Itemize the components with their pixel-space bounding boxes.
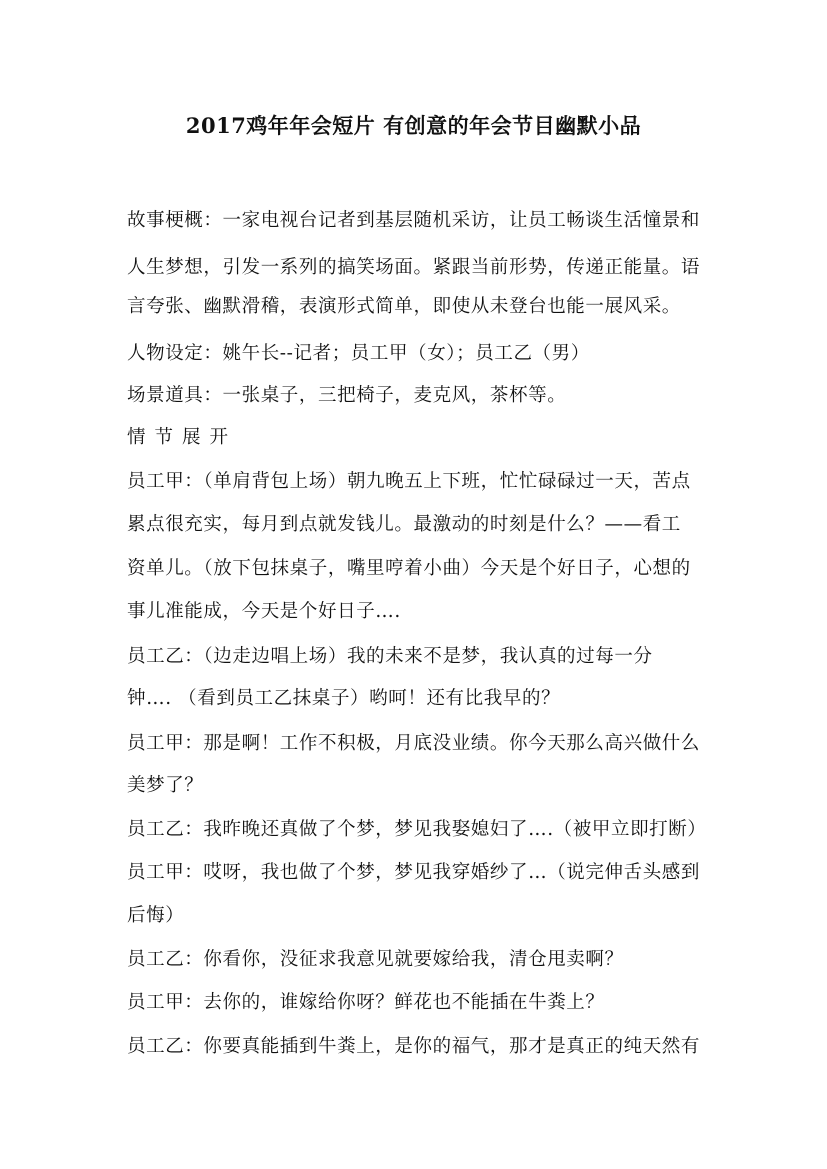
- paragraph-line: 钟…. （看到员工乙抹桌子）哟呵！还有比我早的？: [127, 688, 561, 709]
- paragraph-line: 资单儿。（放下包抹桌子，嘴里哼着小曲）今天是个好日子，心想的: [127, 558, 691, 579]
- document-title: 2017鸡年年会短片 有创意的年会节目幽默小品: [185, 113, 642, 138]
- paragraph-line: 员工乙：（边走边唱上场）我的未来不是梦，我认真的过每一分: [127, 646, 653, 667]
- paragraph-line: 员工甲：那是啊！工作不积极，月底没业绩。你今天那么高兴做什么: [127, 733, 701, 754]
- paragraph-line: 累点很充实，每月到点就发钱儿。最激动的时刻是什么？——看工: [127, 514, 681, 535]
- paragraph-line: 言夸张、幽默滑稽，表演形式简单，即使从未登台也能一展风采。: [127, 296, 681, 317]
- paragraph-line: 美梦了？: [127, 775, 204, 796]
- paragraph-line: 员工乙：你要真能插到牛粪上，是你的福气，那才是真正的纯天然有: [127, 1036, 701, 1057]
- paragraph-line: 场景道具：一张桌子，三把椅子，麦克风，茶杯等。: [127, 385, 567, 406]
- paragraph-line: 员工甲：（单肩背包上场）朝九晚五上下班，忙忙碌碌过一天，苦点: [127, 471, 691, 492]
- paragraph-line: 员工乙：你看你，没征求我意见就要嫁给我，清仓甩卖啊？: [127, 949, 624, 970]
- paragraph-line: 后悔）: [127, 905, 185, 926]
- paragraph-line: 员工甲：去你的，谁嫁给你呀？鲜花也不能插在牛粪上？: [127, 992, 605, 1013]
- paragraph-line: 人物设定：姚午长--记者；员工甲（女）；员工乙（男）: [127, 343, 590, 364]
- paragraph-line: 事儿准能成，今天是个好日子….: [127, 601, 401, 622]
- paragraph-line: 员工乙：我昨晚还真做了个梦，梦见我娶媳妇了….（被甲立即打断）: [127, 819, 707, 840]
- section-heading: 情节展开: [127, 427, 238, 448]
- paragraph-line: 人生梦想，引发一系列的搞笑场面。紧跟当前形势，传递正能量。语: [127, 257, 701, 278]
- paragraph-line: 故事梗概：一家电视台记者到基层随机采访，让员工畅谈生活憧景和: [127, 210, 701, 231]
- paragraph-line: 员工甲：哎呀，我也做了个梦，梦见我穿婚纱了…（说完伸舌头感到: [127, 862, 701, 883]
